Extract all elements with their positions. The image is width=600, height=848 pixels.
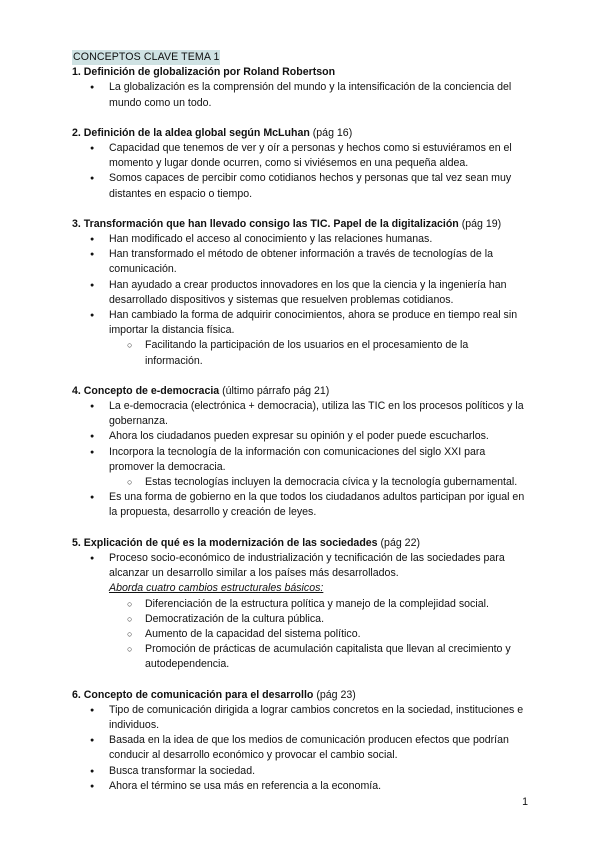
bullet-list (72, 551, 528, 581)
list-item: ● Busca transformar la sociedad. (72, 764, 528, 779)
list-item: ● Somos capaces de percibir como cotidianos hechos y personas que tal vez sean muy distantes en espacio o tiempo. (72, 171, 528, 201)
page-number: 1 (522, 796, 528, 808)
list-item: ● La globalización es la comprensión del mundo y la intensificación de la conciencia del mundo como un todo. (72, 80, 528, 110)
sub-list-item: ○ Diferenciación de la estructura política y manejo de la complejidad social. (72, 597, 528, 612)
sub-list-item: ○ Facilitando la participación de los usuarios en el procesamiento de la información. (72, 338, 528, 368)
section-heading (72, 536, 528, 551)
list-item: ● Han ayudado a crear productos innovadores en los que la ciencia y la ingeniería han desarrollado dispositivos y sistemas que resuelven problemas cotidianos. (72, 278, 528, 308)
document-page (72, 50, 528, 794)
sub-bullet-list (72, 597, 528, 673)
section-title: 2. Definición de la aldea global según McLuhan (72, 126, 310, 139)
section-title: 3. Transformación que han llevado consigo las TIC. Papel de la digitalización (72, 217, 459, 230)
section-heading (72, 217, 528, 232)
section-heading (72, 65, 528, 80)
section-1 (72, 65, 528, 111)
underlined-note: Aborda cuatro cambios estructurales básicos: (109, 582, 324, 595)
section-4 (72, 384, 528, 521)
sub-bullet-list (72, 338, 528, 368)
section-3 (72, 217, 528, 369)
list-item: ● La e-democracia (electrónica + democracia), utiliza las TIC en los procesos políticos y la gobernanza. (72, 399, 528, 429)
section-5 (72, 536, 528, 673)
list-item: ● Basada en la idea de que los medios de comunicación producen efectos que podrían conducir al desarrollo económico y provocar el cambio social. (72, 733, 528, 763)
list-item: ● Ahora los ciudadanos pueden expresar su opinión y el poder puede escucharlos. (72, 429, 528, 444)
section-2 (72, 126, 528, 202)
list-item: ● Han modificado el acceso al conocimiento y las relaciones humanas. (72, 232, 528, 247)
bullet-list (72, 490, 528, 520)
page-reference: (último párrafo pág 21) (222, 384, 330, 397)
list-item: ● Proceso socio-económico de industrialización y tecnificación de las sociedades para alcanzar un desarrollo similar a los países más desarrollados. (72, 551, 528, 581)
section-6 (72, 688, 528, 794)
section-title: 4. Concepto de e-democracia (72, 384, 220, 397)
bullet-list (72, 232, 528, 338)
sub-list-item: ○ Aumento de la capacidad del sistema político. (72, 627, 528, 642)
bullet-list (72, 703, 528, 794)
bullet-list (72, 141, 528, 202)
section-heading (72, 688, 528, 703)
sub-list-item: ○ Estas tecnologías incluyen la democracia cívica y la tecnología gubernamental. (72, 475, 528, 490)
list-item: ● Han transformado el método de obtener información a través de tecnologías de la comunicación. (72, 247, 528, 277)
document-banner: CONCEPTOS CLAVE TEMA 1 (72, 50, 220, 65)
sub-bullet-list (72, 475, 528, 490)
sub-list-item: ○ Promoción de prácticas de acumulación capitalista que llevan al crecimiento y autodependencia. (72, 642, 528, 672)
list-item: ● Capacidad que tenemos de ver y oír a personas y hechos como si estuviéramos en el momento y lugar donde ocurren, como si viviésemos en una pequeña aldea. (72, 141, 528, 171)
list-item: ● Es una forma de gobierno en la que todos los ciudadanos adultos participan por igual en la propuesta, desarrollo y creación de leyes. (72, 490, 528, 520)
bullet-list (72, 399, 528, 475)
list-item: ● Incorpora la tecnología de la información con comunicaciones del siglo XXI para promover la democracia. (72, 445, 528, 475)
section-title: 5. Explicación de qué es la modernización de las sociedades (72, 536, 378, 549)
section-heading (72, 126, 528, 141)
list-item: ● Tipo de comunicación dirigida a lograr cambios concretos en la sociedad, instituciones e individuos. (72, 703, 528, 733)
sub-list-item: ○ Democratización de la cultura pública. (72, 612, 528, 627)
bullet-list (72, 80, 528, 110)
page-reference: (pág 23) (316, 688, 356, 701)
list-item: ● Han cambiado la forma de adquirir conocimientos, ahora se produce en tiempo real sin importar la distancia física. (72, 308, 528, 338)
page-reference: (pág 19) (461, 217, 502, 230)
list-item: ● Ahora el término se usa más en referencia a la economía. (72, 779, 528, 794)
section-heading (72, 384, 528, 399)
page-reference: (pág 16) (312, 126, 353, 139)
page-reference: (pág 22) (380, 536, 420, 549)
section-title: 1. Definición de globalización por Roland Robertson (72, 66, 336, 79)
section-title: 6. Concepto de comunicación para el desarrollo (72, 688, 314, 701)
banner-line (72, 50, 528, 65)
